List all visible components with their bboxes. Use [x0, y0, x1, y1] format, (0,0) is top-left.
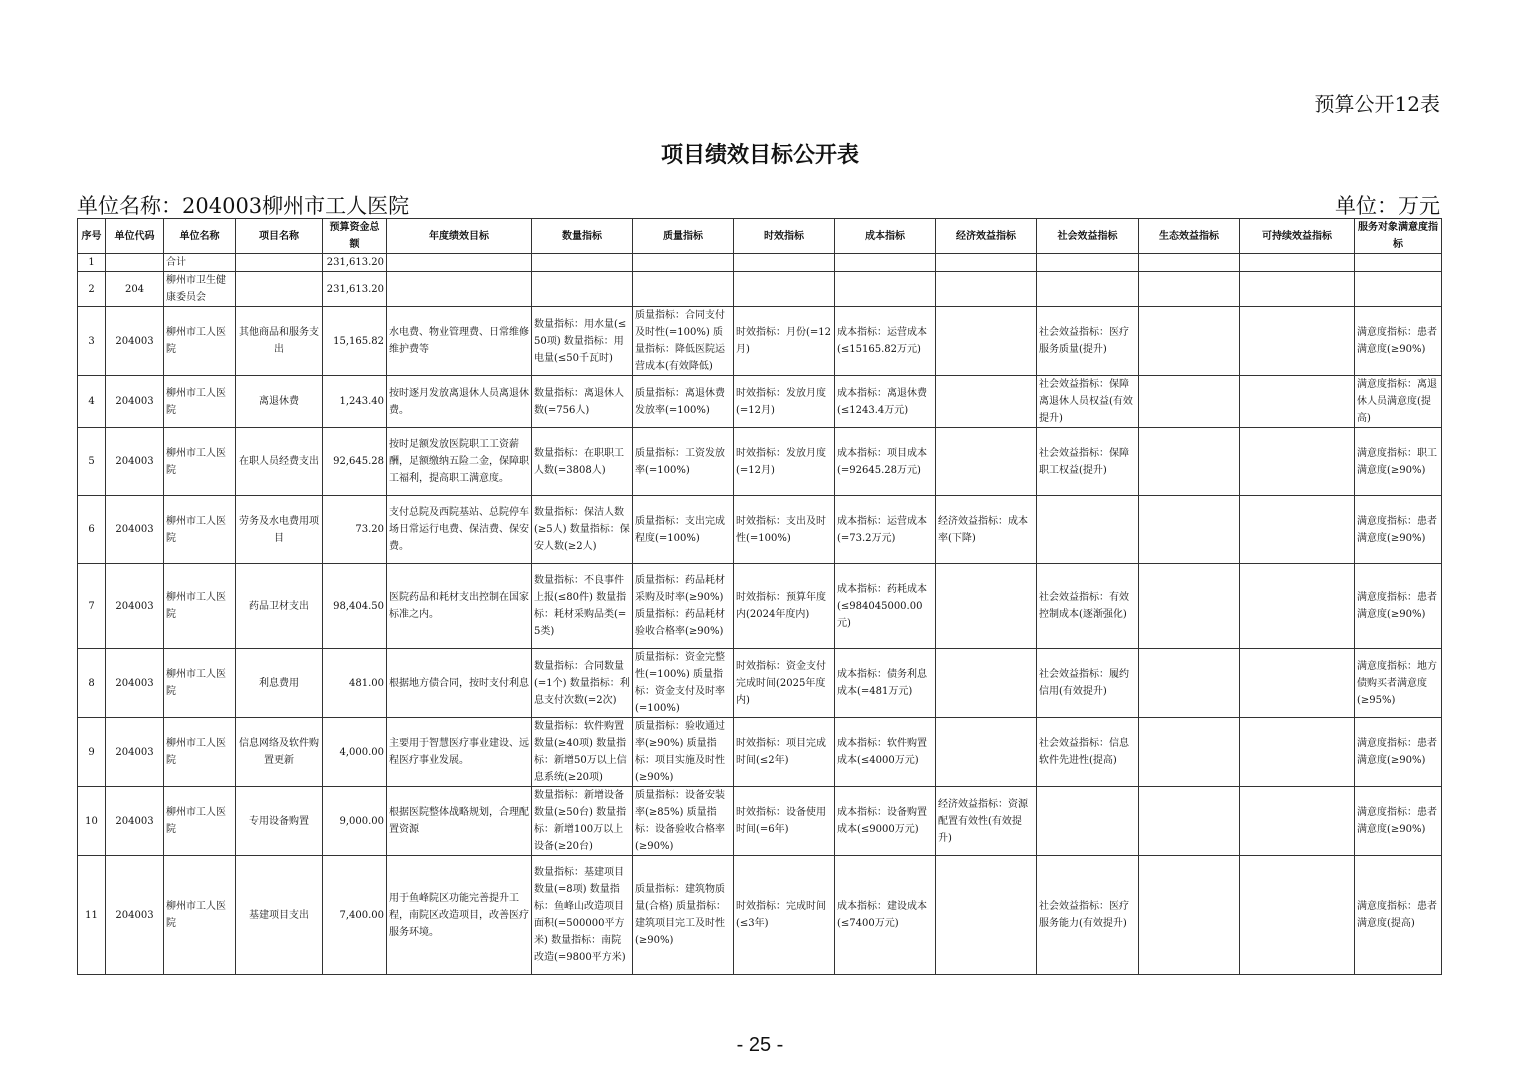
table-cell: 社会效益指标：信息软件先进性(提高)	[1037, 718, 1139, 787]
table-cell: 9,000.00	[323, 787, 387, 856]
table-cell: 基建项目支出	[236, 856, 323, 975]
table-cell: 主要用于智慧医疗事业建设、远程医疗事业发展。	[387, 718, 532, 787]
table-row	[78, 718, 1442, 787]
table-cell: 8	[78, 649, 106, 718]
table-cell	[1139, 272, 1240, 307]
table-cell: 柳州市工人医院	[164, 496, 236, 564]
table-cell	[936, 856, 1037, 975]
table-cell: 社会效益指标：保障离退休人员权益(有效提升)	[1037, 376, 1139, 428]
column-header: 服务对象满意度指标	[1355, 219, 1442, 254]
table-cell: 水电费、物业管理费、日常维修维护费等	[387, 307, 532, 376]
table-cell: 满意度指标：地方债购买者满意度(≥95%)	[1355, 649, 1442, 718]
table-cell: 其他商品和服务支出	[236, 307, 323, 376]
table-row	[78, 428, 1442, 496]
table-cell: 按时逐月发放离退休人员离退休费。	[387, 376, 532, 428]
column-header: 时效指标	[734, 219, 835, 254]
table-cell: 满意度指标：患者满意度(提高)	[1355, 856, 1442, 975]
table-cell: 数量指标：不良事件上报(≤80件) 数量指标：耗材采购品类(=5类)	[532, 564, 633, 649]
table-cell: 时效指标：发放月度(=12月)	[734, 376, 835, 428]
column-header: 年度绩效目标	[387, 219, 532, 254]
performance-table	[77, 218, 1442, 975]
table-cell: 时效指标：资金支付完成时间(2025年度内)	[734, 649, 835, 718]
table-row	[78, 564, 1442, 649]
table-cell: 73.20	[323, 496, 387, 564]
table-cell	[936, 272, 1037, 307]
table-cell: 满意度指标：患者满意度(≥90%)	[1355, 787, 1442, 856]
table-cell	[1037, 787, 1139, 856]
table-cell	[734, 254, 835, 272]
table-cell	[1139, 856, 1240, 975]
table-cell: 成本指标：离退休费(≤1243.4万元)	[835, 376, 936, 428]
column-header: 质量指标	[633, 219, 734, 254]
table-cell: 柳州市工人医院	[164, 787, 236, 856]
table-cell: 1,243.40	[323, 376, 387, 428]
table-header-row	[78, 219, 1442, 254]
table-cell: 柳州市工人医院	[164, 564, 236, 649]
table-cell: 质量指标：验收通过率(≥90%) 质量指标：项目实施及时性(≥90%)	[633, 718, 734, 787]
table-cell: 204003	[106, 564, 164, 649]
table-cell	[1240, 856, 1355, 975]
table-cell: 204003	[106, 496, 164, 564]
table-cell: 231,613.20	[323, 254, 387, 272]
form-number: 预算公开12表	[1314, 92, 1440, 116]
table-cell: 231,613.20	[323, 272, 387, 307]
table-cell	[1139, 787, 1240, 856]
table-cell	[532, 254, 633, 272]
table-cell: 1	[78, 254, 106, 272]
table-cell: 柳州市工人医院	[164, 307, 236, 376]
table-cell: 4,000.00	[323, 718, 387, 787]
table-cell	[1240, 307, 1355, 376]
table-cell: 满意度指标：患者满意度(≥90%)	[1355, 564, 1442, 649]
table-cell	[1139, 564, 1240, 649]
table-cell: 质量指标：工资发放率(=100%)	[633, 428, 734, 496]
table-cell	[936, 254, 1037, 272]
table-cell: 质量指标：设备安装率(≥85%) 质量指标：设备验收合格率(≥90%)	[633, 787, 734, 856]
page-number: - 25 -	[736, 1034, 784, 1056]
table-cell: 6	[78, 496, 106, 564]
table-cell	[734, 272, 835, 307]
table-cell	[1240, 787, 1355, 856]
table-cell	[936, 649, 1037, 718]
table-cell: 经济效益指标：资源配置有效性(有效提升)	[936, 787, 1037, 856]
table-cell: 204003	[106, 649, 164, 718]
table-cell: 社会效益指标：医疗服务能力(有效提升)	[1037, 856, 1139, 975]
table-cell: 3	[78, 307, 106, 376]
table-cell	[1139, 718, 1240, 787]
table-cell: 成本指标：债务利息成本(=481万元)	[835, 649, 936, 718]
table-cell: 质量指标：建筑物质量(合格) 质量指标：建筑项目完工及时性(≥90%)	[633, 856, 734, 975]
table-cell	[1355, 272, 1442, 307]
table-cell: 经济效益指标：成本率(下降)	[936, 496, 1037, 564]
table-cell	[936, 718, 1037, 787]
table-cell: 成本指标：药耗成本(≤984045000.00元)	[835, 564, 936, 649]
table-cell: 2	[78, 272, 106, 307]
table-cell	[532, 272, 633, 307]
table-cell	[936, 307, 1037, 376]
table-cell: 15,165.82	[323, 307, 387, 376]
table-cell	[1240, 496, 1355, 564]
table-row	[78, 496, 1442, 564]
table-cell	[1240, 376, 1355, 428]
table-cell	[1240, 272, 1355, 307]
table-cell: 药品卫材支出	[236, 564, 323, 649]
column-header: 社会效益指标	[1037, 219, 1139, 254]
table-cell	[1355, 254, 1442, 272]
table-cell: 利息费用	[236, 649, 323, 718]
table-cell: 7	[78, 564, 106, 649]
table-cell: 时效指标：支出及时性(=100%)	[734, 496, 835, 564]
table-cell: 时效指标：设备使用时间(=6年)	[734, 787, 835, 856]
table-cell: 社会效益指标：保障职工权益(提升)	[1037, 428, 1139, 496]
column-header: 经济效益指标	[936, 219, 1037, 254]
table-cell: 支付总院及西院基站、总院停车场日常运行电费、保洁费、保安费。	[387, 496, 532, 564]
column-header: 项目名称	[236, 219, 323, 254]
table-cell	[1240, 718, 1355, 787]
table-cell	[936, 564, 1037, 649]
table-cell: 质量指标：合同支付及时性(=100%) 质量指标：降低医院运营成本(有效降低)	[633, 307, 734, 376]
table-row	[78, 856, 1442, 975]
table-cell: 204003	[106, 787, 164, 856]
table-cell	[633, 272, 734, 307]
table-cell: 成本指标：设备购置成本(≤9000万元)	[835, 787, 936, 856]
table-cell: 根据医院整体战略规划，合理配置资源	[387, 787, 532, 856]
table-cell	[1139, 496, 1240, 564]
table-cell	[236, 254, 323, 272]
column-header: 可持续效益指标	[1240, 219, 1355, 254]
table-cell: 时效指标：完成时间(≤3年)	[734, 856, 835, 975]
table-cell: 成本指标：运营成本(≤15165.82万元)	[835, 307, 936, 376]
column-header: 单位名称	[164, 219, 236, 254]
table-cell	[1240, 564, 1355, 649]
table-row	[78, 649, 1442, 718]
table-row	[78, 787, 1442, 856]
table-cell: 数量指标：用水量(≤50项) 数量指标：用电量(≤50千瓦时)	[532, 307, 633, 376]
table-cell: 满意度指标：患者满意度(≥90%)	[1355, 307, 1442, 376]
table-cell: 10	[78, 787, 106, 856]
table-cell	[1037, 272, 1139, 307]
table-cell: 成本指标：项目成本(=92645.28万元)	[835, 428, 936, 496]
table-cell	[106, 254, 164, 272]
table-cell	[1139, 649, 1240, 718]
table-cell	[387, 272, 532, 307]
table-cell: 数量指标：基建项目数量(=8项) 数量指标：鱼峰山改造项目面积(=500000平方米) 数量指标：南院改造(=9800平方米)	[532, 856, 633, 975]
table-cell: 柳州市工人医院	[164, 718, 236, 787]
table-cell: 98,404.50	[323, 564, 387, 649]
table-cell: 4	[78, 376, 106, 428]
column-header: 预算资金总额	[323, 219, 387, 254]
table-cell: 成本指标：软件购置成本(≤4000万元)	[835, 718, 936, 787]
table-row	[78, 254, 1442, 272]
table-cell	[387, 254, 532, 272]
table-cell: 劳务及水电费用项目	[236, 496, 323, 564]
table-cell: 7,400.00	[323, 856, 387, 975]
table-cell: 用于鱼峰院区功能完善提升工程，南院区改造项目，改善医疗服务环境。	[387, 856, 532, 975]
table-cell: 204003	[106, 376, 164, 428]
page-title: 项目绩效目标公开表	[660, 143, 859, 168]
table-cell: 时效指标：月份(=12月)	[734, 307, 835, 376]
table-cell	[1139, 254, 1240, 272]
table-cell: 质量指标：药品耗材采购及时率(≥90%) 质量指标：药品耗材验收合格率(≥90%)	[633, 564, 734, 649]
table-cell	[1037, 254, 1139, 272]
table-row	[78, 272, 1442, 307]
table-cell: 合计	[164, 254, 236, 272]
table-cell: 数量指标：离退休人数(=756人)	[532, 376, 633, 428]
table-cell: 时效指标：发放月度(=12月)	[734, 428, 835, 496]
table-cell: 满意度指标：患者满意度(≥90%)	[1355, 496, 1442, 564]
table-cell: 481.00	[323, 649, 387, 718]
table-cell	[1139, 376, 1240, 428]
table-cell: 柳州市卫生健康委员会	[164, 272, 236, 307]
table-cell: 按时足额发放医院职工工资薪酬，足额缴纳五险二金，保障职工福利，提高职工满意度。	[387, 428, 532, 496]
table-cell: 质量指标：离退休费发放率(=100%)	[633, 376, 734, 428]
table-cell: 92,645.28	[323, 428, 387, 496]
table-cell: 204	[106, 272, 164, 307]
table-cell: 社会效益指标：医疗服务质量(提升)	[1037, 307, 1139, 376]
table-cell: 成本指标：建设成本(≤7400万元)	[835, 856, 936, 975]
table-cell: 数量指标：合同数量(=1个) 数量指标：利息支付次数(=2次)	[532, 649, 633, 718]
table-cell: 根据地方债合同，按时支付利息	[387, 649, 532, 718]
table-cell: 5	[78, 428, 106, 496]
table-cell: 204003	[106, 428, 164, 496]
column-header: 序号	[78, 219, 106, 254]
table-cell	[1139, 307, 1240, 376]
table-cell	[835, 254, 936, 272]
table-cell: 满意度指标：患者满意度(≥90%)	[1355, 718, 1442, 787]
table-cell: 9	[78, 718, 106, 787]
table-cell	[936, 376, 1037, 428]
table-cell: 离退休费	[236, 376, 323, 428]
table-row	[78, 376, 1442, 428]
table-cell	[1240, 649, 1355, 718]
table-cell: 医院药品和耗材支出控制在国家标准之内。	[387, 564, 532, 649]
unit-name-label: 单位名称：204003柳州市工人医院	[77, 194, 410, 218]
table-cell: 信息网络及软件购置更新	[236, 718, 323, 787]
table-cell: 204003	[106, 718, 164, 787]
column-header: 单位代码	[106, 219, 164, 254]
table-cell: 数量指标：在职职工人数(=3808人)	[532, 428, 633, 496]
table-cell: 柳州市工人医院	[164, 376, 236, 428]
table-cell: 社会效益指标：履约信用(有效提升)	[1037, 649, 1139, 718]
table-cell	[633, 254, 734, 272]
table-cell: 204003	[106, 856, 164, 975]
table-cell: 204003	[106, 307, 164, 376]
table-cell: 在职人员经费支出	[236, 428, 323, 496]
table-cell: 时效指标：预算年度内(2024年度内)	[734, 564, 835, 649]
currency-unit-label: 单位：万元	[1335, 194, 1440, 218]
table-cell: 质量指标：支出完成程度(=100%)	[633, 496, 734, 564]
table-cell: 专用设备购置	[236, 787, 323, 856]
column-header: 成本指标	[835, 219, 936, 254]
table-cell	[1037, 496, 1139, 564]
table-cell	[236, 272, 323, 307]
table-cell: 社会效益指标：有效控制成本(逐渐强化)	[1037, 564, 1139, 649]
table-cell: 成本指标：运营成本(=73.2万元)	[835, 496, 936, 564]
table-cell	[936, 428, 1037, 496]
table-cell: 11	[78, 856, 106, 975]
column-header: 数量指标	[532, 219, 633, 254]
column-header: 生态效益指标	[1139, 219, 1240, 254]
table-cell	[1240, 428, 1355, 496]
table-cell: 质量指标：资金完整性(=100%) 质量指标：资金支付及时率(=100%)	[633, 649, 734, 718]
table-cell	[1139, 428, 1240, 496]
table-cell: 柳州市工人医院	[164, 428, 236, 496]
table-cell: 数量指标：新增设备数量(≥50台) 数量指标：新增100万以上设备(≥20台)	[532, 787, 633, 856]
table-cell: 数量指标：软件购置数量(≥40项) 数量指标：新增50万以上信息系统(≥20项)	[532, 718, 633, 787]
table-cell	[835, 272, 936, 307]
table-cell: 满意度指标：职工满意度(≥90%)	[1355, 428, 1442, 496]
table-cell	[1240, 254, 1355, 272]
table-cell: 满意度指标：离退休人员满意度(提高)	[1355, 376, 1442, 428]
table-row	[78, 307, 1442, 376]
table-cell: 时效指标：项目完成时间(≤2年)	[734, 718, 835, 787]
table-cell: 柳州市工人医院	[164, 649, 236, 718]
table-cell: 数量指标：保洁人数(≥5人) 数量指标：保安人数(≥2人)	[532, 496, 633, 564]
table-cell: 柳州市工人医院	[164, 856, 236, 975]
